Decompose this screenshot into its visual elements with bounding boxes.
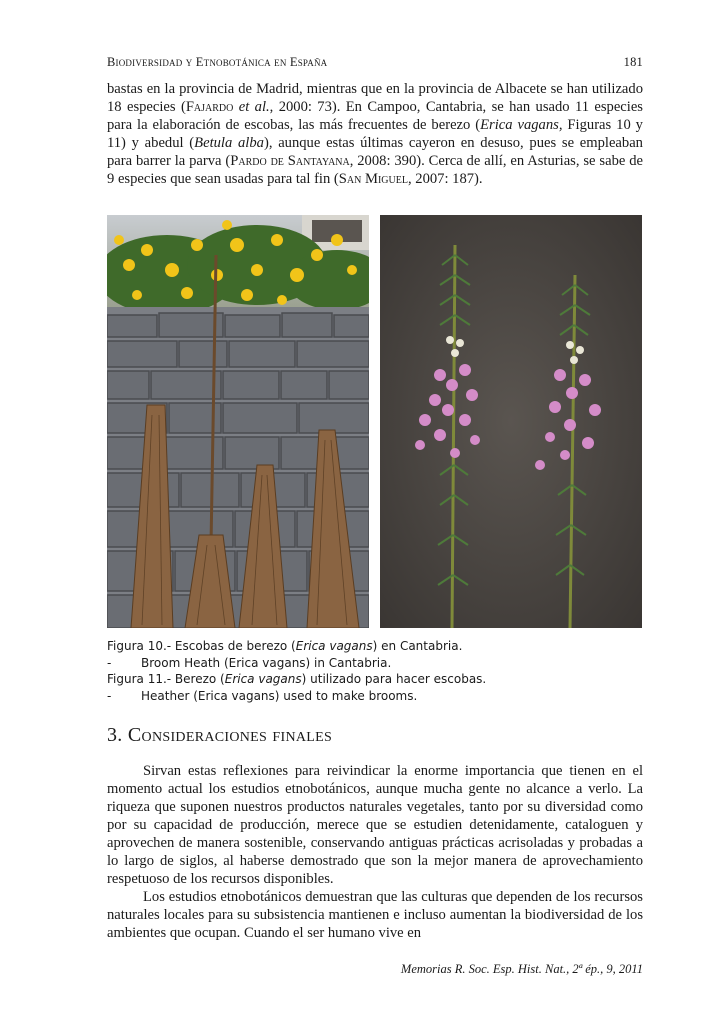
photo-heather-flowers [380, 215, 642, 628]
section-title: Consideraciones finales [127, 724, 333, 746]
caption-text: ) utilizado para hacer escobas. [301, 672, 487, 687]
species-betula-alba: Betula alba [194, 135, 264, 151]
para1-text: bastas en la provincia de Madrid, mientras que en la provincia de Albacete se han utilizado 18 especies ( [107, 81, 643, 115]
para1-text: , 2007: 187). [407, 171, 483, 187]
figure-pair [107, 215, 642, 628]
section-number: 3. [107, 724, 123, 746]
para1-text: , 2000: 73). En Campoo, Cantabria, se han usado 11 especies para la elaboración de escobas, las más frecuentes de berezo ( [107, 99, 643, 133]
paragraph-1 [107, 80, 643, 188]
running-header [107, 55, 643, 73]
caption-dash: - [107, 655, 112, 670]
caption-species: Erica vagans [295, 639, 373, 653]
caption-text: Figura 11.- Berezo ( [107, 672, 225, 687]
citation-san-miguel: San Miguel [338, 171, 408, 187]
para1-text: Figuras 10 y 11) y abedul ( [107, 117, 643, 151]
page-number: 181 [623, 55, 643, 69]
caption-dash: - [107, 688, 112, 703]
caption-species: Erica vagans [224, 672, 302, 687]
photo-brooms-against-wall [107, 215, 369, 628]
caption-fig10 [107, 638, 647, 655]
caption-fig10-en [107, 655, 647, 672]
caption-text: ) en Cantabria. [372, 639, 463, 653]
caption-fig11 [107, 671, 647, 688]
paragraph-2: Sirvan estas reflexiones para reivindicar la enorme importancia que tienen en el momento actual los estudios etnobotánicos, aunque mucha gente no alcance a verlo. La riqueza que suponen nuestros productos naturales vegetales, tanto por su diversidad como por su capacidad de producción, merece que se estudien detenidamente, cataloguen y aprovechen de manera sostenible, conservando antiguas prácticas acrisoladas y probadas a lo largo de siglos, al haberse demostrado que son la mejor manera de aprovechamiento respetuoso de los recursos disponibles. [107, 763, 643, 887]
figure-captions [107, 638, 647, 704]
para1-text: , 2008: 390). Cerca de allí, en Asturias, se sabe de 9 especies que sean usadas para tal fin ( [107, 153, 643, 187]
journal-footer: Memorias R. Soc. Esp. Hist. Nat., 2ª ép., 9, 2011 [400, 962, 643, 976]
species-erica-vagans: Erica vagans, [480, 117, 563, 133]
para1-text: ), aunque estas últimas cayeron en desuso, pues se empleaban para barrer la parva ( [107, 135, 643, 169]
citation-fajardo: Fajardo [185, 99, 234, 115]
caption-text: Heather (Erica vagans) used to make brooms. [141, 688, 418, 703]
et-al: et al. [238, 99, 270, 115]
citation-pardo: Pardo de Santayana [230, 153, 350, 169]
body-text [107, 762, 643, 942]
caption-text: Figura 10.- Escobas de berezo ( [107, 639, 296, 653]
section-heading [107, 724, 332, 747]
caption-fig11-en [107, 688, 647, 705]
paragraph-3: Los estudios etnobotánicos demuestran que las culturas que dependen de los recursos naturales locales para su subsistencia mantienen e incluso aumentan la biodiversidad de los ambientes que ocupan. Cuando el ser humano vive en [107, 889, 643, 941]
running-title: Biodiversidad y Etnobotánica en España [107, 55, 328, 69]
caption-text: Broom Heath (Erica vagans) in Cantabria. [141, 655, 392, 670]
